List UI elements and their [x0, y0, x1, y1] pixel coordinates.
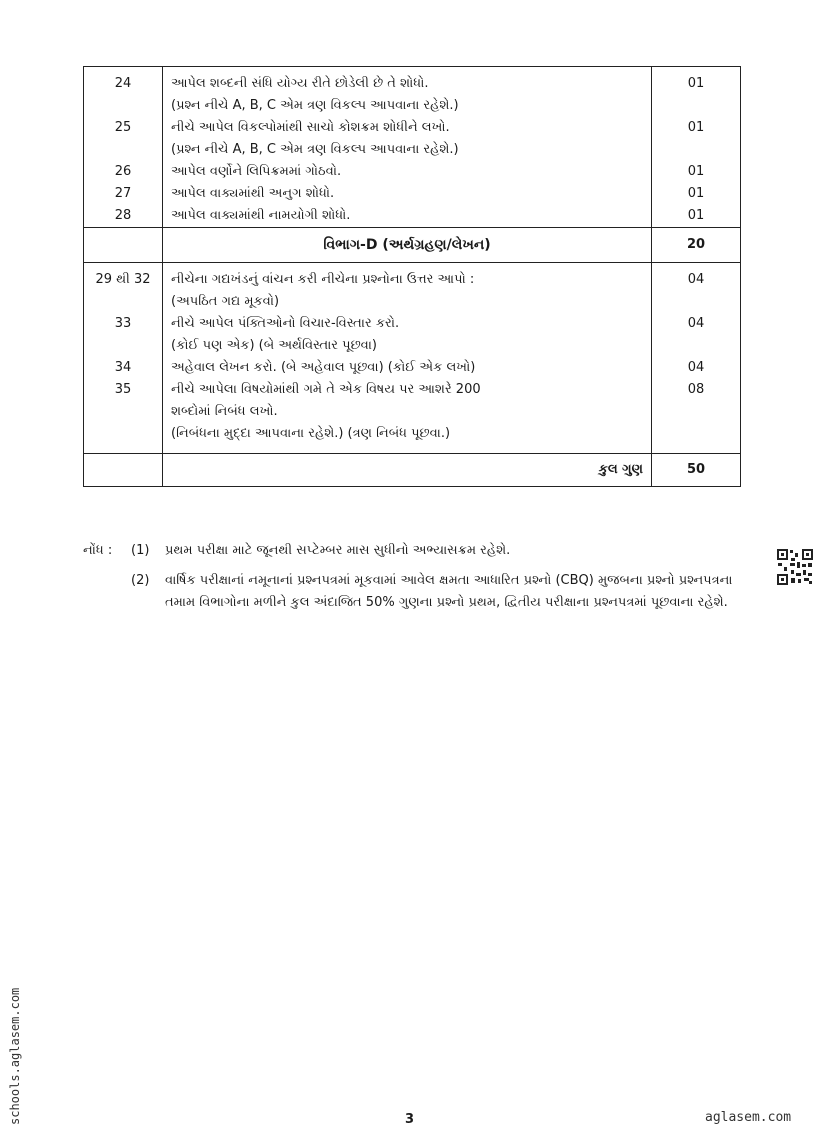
question-number: 26 [84, 161, 163, 183]
question-description [163, 161, 652, 183]
description-line: નીચે આપેલા વિષયોમાંથી ગમે તે એક વિષય પર આશરે 200 [171, 382, 481, 397]
description-line: (નિબંધના મુદ્દા આપવાના રહેશે.) (ત્રણ નિબંધ પૂછવા.) [171, 426, 451, 441]
question-number: 28 [84, 205, 163, 228]
table-row [84, 117, 741, 161]
question-marks: 01 [652, 117, 741, 161]
description-line: (પ્રશ્ન નીચે A, B, C એમ ત્રણ વિકલ્પ આપવાના રહેશે.) [171, 98, 459, 113]
section-marks: 20 [652, 228, 741, 263]
description-line: શબ્દોમાં નિબંધ લખો. [171, 404, 278, 419]
notes-section [83, 540, 743, 614]
question-marks: 04 [652, 313, 741, 357]
note-text: વાર્ષિક પરીક્ષાનાં નમૂનાનાં પ્રશ્નપત્રમાં મૂકવામાં આવેલ ક્ષમતા આધારિત પ્રશ્નો (CBQ) મુજબના પ્રશ્નો પ્રશ્નપત્રના તમામ વિભાગોના મળીને કુલ અંદાજિત 50% ગુણના પ્રશ્નો પ્રથમ, દ્વિતીય પરીક્ષાના પ્રશ્નપત્રમાં પૂછવાના રહેશે. [165, 573, 733, 610]
note-text: પ્રથમ પરીક્ષા માટે જૂનથી સપ્ટેમ્બર માસ સુધીનો અભ્યાસક્રમ રહેશે. [165, 543, 511, 558]
description-line: (પ્રશ્ન નીચે A, B, C એમ ત્રણ વિકલ્પ આપવાના રહેશે.) [171, 142, 459, 157]
question-description [163, 67, 652, 118]
description-line: આપેલ વર્ણોને લિપિક્રમમાં ગોઠવો. [171, 164, 342, 179]
total-empty [84, 454, 163, 487]
question-marks: 04 [652, 357, 741, 379]
question-description [163, 313, 652, 357]
description-line: નીચે આપેલ પંક્તિઓનો વિચાર-વિસ્તાર કરો. [171, 316, 400, 331]
note-number: (2) [131, 573, 150, 588]
question-number: 33 [84, 313, 163, 357]
question-marks: 01 [652, 67, 741, 118]
question-number: 34 [84, 357, 163, 379]
question-marks: 01 [652, 205, 741, 228]
site-watermark: aglasem.com [705, 1110, 792, 1125]
total-label: કુલ ગુણ [163, 454, 652, 487]
marks-blueprint-table [83, 66, 741, 487]
section-title: વિભાગ-D (અર્થગ્રહણ/લેખન) [163, 228, 652, 263]
side-watermark: schools.aglasem.com [8, 987, 22, 1125]
table-row [84, 379, 741, 454]
description-line: નીચેના ગદ્યખંડનું વાંચન કરી નીચેના પ્રશ્નોના ઉત્તર આપો : [171, 272, 475, 287]
question-description [163, 263, 652, 314]
question-marks: 01 [652, 161, 741, 183]
question-number: 35 [84, 379, 163, 454]
question-marks: 01 [652, 183, 741, 205]
qr-code-icon [776, 548, 814, 586]
question-description [163, 379, 652, 454]
note-2 [83, 570, 743, 614]
table-row [84, 313, 741, 357]
table-row [84, 357, 741, 379]
question-description [163, 117, 652, 161]
table-row [84, 183, 741, 205]
description-line: અહેવાલ લેખન કરો. (બે અહેવાલ પૂછવા) (કોઈ એક લખો) [171, 360, 476, 375]
question-marks: 04 [652, 263, 741, 314]
table-row [84, 67, 741, 118]
table-row [84, 161, 741, 183]
description-line: આપેલ વાક્યમાંથી અનુગ શોધો. [171, 186, 335, 201]
description-line: આપેલ વાક્યમાંથી નામયોગી શોધો. [171, 208, 351, 223]
section-number [84, 228, 163, 263]
question-number: 25 [84, 117, 163, 161]
description-line: આપેલ શબ્દની સંધિ યોગ્ય રીતે છોડેલી છે તે શોધો. [171, 76, 429, 91]
description-line: નીચે આપેલ વિકલ્પોમાંથી સાચો કોશક્રમ શોધીને લખો. [171, 120, 450, 135]
question-number: 29 થી 32 [84, 263, 163, 314]
question-number: 27 [84, 183, 163, 205]
description-line: (અપઠિત ગદ્ય મૂકવો) [171, 294, 280, 309]
table-row [84, 205, 741, 228]
question-number: 24 [84, 67, 163, 118]
note-1 [83, 540, 743, 562]
question-description [163, 357, 652, 379]
page-number: 3 [405, 1112, 415, 1127]
total-row [84, 454, 741, 487]
description-line: (કોઈ પણ એક) (બે અર્થવિસ્તાર પૂછવા) [171, 338, 377, 353]
question-marks: 08 [652, 379, 741, 454]
section-header-row [84, 228, 741, 263]
question-description [163, 183, 652, 205]
table-row [84, 263, 741, 314]
question-description [163, 205, 652, 228]
notes-heading: નોંધ : [83, 543, 113, 558]
note-number: (1) [131, 543, 150, 558]
total-marks: 50 [652, 454, 741, 487]
